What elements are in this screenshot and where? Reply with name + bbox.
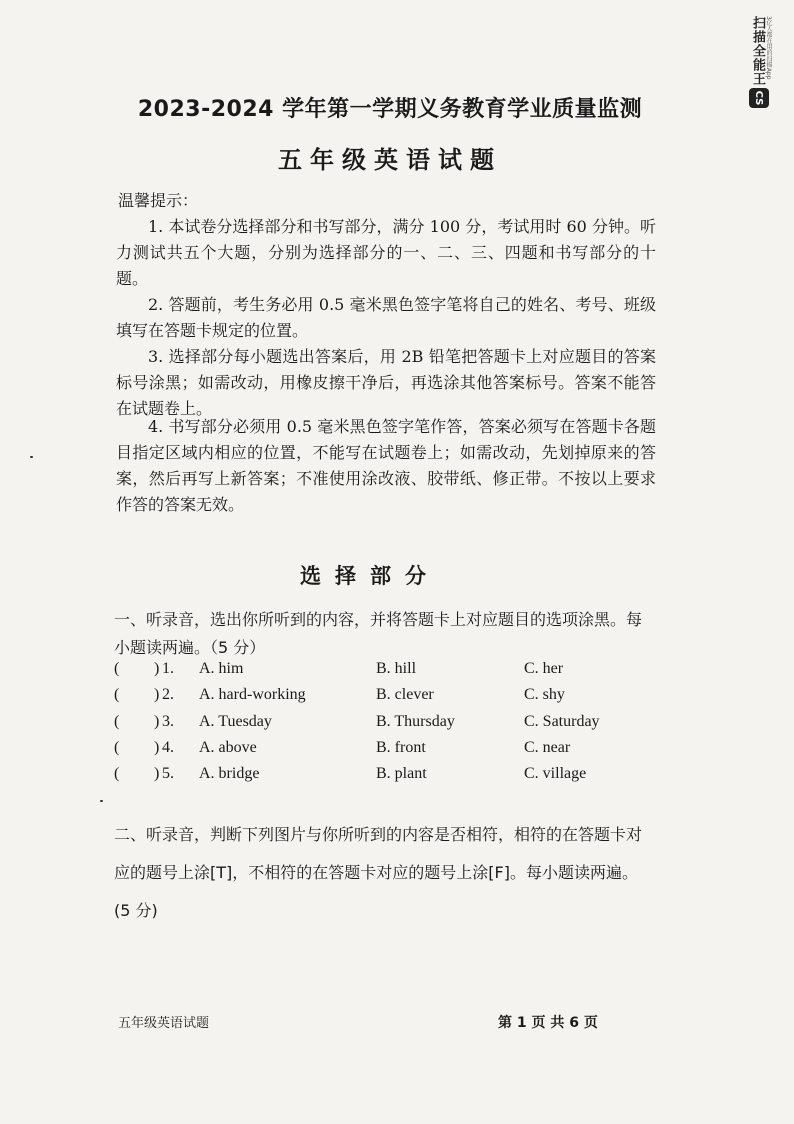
footer-subject: 五年级英语试题	[118, 1016, 210, 1031]
option-b: B. hill	[376, 660, 417, 677]
tip-item-1: 1. 本试卷分选择部分和书写部分，满分 100 分，考试用时 60 分钟。听力测试共五个大题，分别为选择部分的一、二、三、四题和书写部分的十题。	[116, 217, 656, 288]
scanner-watermark	[746, 10, 772, 122]
option-a: A. Tuesday	[199, 713, 272, 730]
option-a: A. bridge	[199, 765, 260, 782]
question-row	[114, 713, 654, 737]
watermark-brand: 扫描全能王	[750, 16, 765, 86]
answer-paren-open: (	[114, 765, 120, 782]
answer-paren-close: )	[154, 713, 160, 730]
tips-label: 温馨提示：	[118, 191, 199, 210]
exam-subtitle: 五年级英语试题	[278, 146, 502, 174]
answer-paren-open: (	[114, 660, 120, 677]
tip-item-4: 4. 书写部分必须用 0.5 毫米黑色签字笔作答，答案必须写在答题卡各题目指定区域内相应的位置，不能写在试题卷上；如需改动，先划掉原来的答案，然后再写上新答案；不准使用涂改液、胶带纸、修正带。不按以上要求作答的答案无效。	[116, 417, 656, 514]
option-c: C. shy	[524, 686, 565, 703]
option-b: B. plant	[376, 765, 427, 782]
option-a: A. him	[199, 660, 244, 677]
option-c: C. Saturday	[524, 713, 600, 730]
option-c: C. her	[524, 660, 564, 677]
exam-title: 2023-2024 学年第一学期义务教育学业质量监测	[137, 97, 643, 122]
tip-item-2: 2. 答题前，考生务必用 0.5 毫米黑色签字笔将自己的姓名、考号、班级填写在答题卡规定的位置。	[116, 295, 656, 340]
scan-speck	[30, 456, 33, 458]
section-title: 选择部分	[300, 564, 440, 588]
watermark-subtitle: 3亿人都在用的扫描App	[765, 16, 772, 80]
option-b: B. Thursday	[376, 713, 455, 730]
footer-page-number: 第 1 页 共 6 页	[498, 1015, 598, 1031]
question2-heading: 二、听录音，判断下列图片与你所听到的内容是否相符，相符的在答题卡对应的题号上涂[T]，不相符的在答题卡对应的题号上涂[F]。每小题读两遍。(5 分)	[114, 825, 643, 920]
answer-paren-open: (	[114, 739, 120, 756]
option-a: A. above	[199, 739, 257, 756]
question-number: 1.	[162, 660, 174, 677]
tip-item-3: 3. 选择部分每小题选出答案后，用 2B 铅笔把答题卡上对应题目的答案标号涂黑；如需改动，用橡皮擦干净后，再选涂其他答案标号。答案不能答在试题卷上。	[116, 347, 656, 418]
question-number: 2.	[162, 686, 174, 703]
question-number: 4.	[162, 739, 174, 756]
answer-paren-close: )	[154, 739, 160, 756]
question-row	[114, 686, 654, 710]
scan-speck	[100, 800, 103, 802]
answer-paren-close: )	[154, 660, 160, 677]
answer-paren-open: (	[114, 713, 120, 730]
option-b: B. clever	[376, 686, 434, 703]
question-row	[114, 739, 654, 763]
question-number: 5.	[162, 765, 174, 782]
question-row	[114, 660, 654, 684]
option-c: C. village	[524, 765, 587, 782]
answer-paren-open: (	[114, 686, 120, 703]
cs-logo-icon: CS	[749, 88, 769, 108]
option-c: C. near	[524, 739, 571, 756]
question-number: 3.	[162, 713, 174, 730]
option-a: A. hard-working	[199, 686, 306, 703]
answer-paren-close: )	[154, 765, 160, 782]
option-b: B. front	[376, 739, 426, 756]
question-row	[114, 765, 654, 789]
answer-paren-close: )	[154, 686, 160, 703]
question1-heading: 一、听录音，选出你所听到的内容，并将答题卡上对应题目的选项涂黑。每小题读两遍。（5 分）	[114, 610, 643, 657]
